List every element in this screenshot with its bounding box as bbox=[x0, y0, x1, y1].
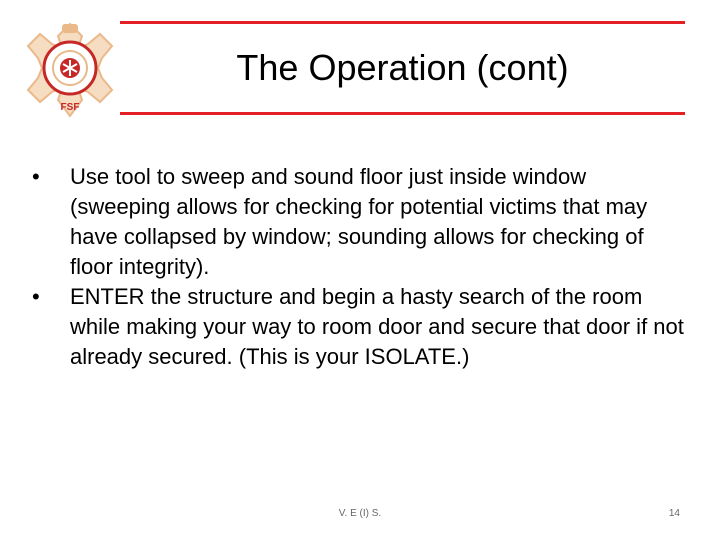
slide-body bbox=[32, 162, 692, 372]
slide-title: The Operation (cont) bbox=[236, 47, 569, 88]
logo-text: FSF bbox=[60, 102, 80, 113]
slide-number: 14 bbox=[668, 508, 680, 519]
title-bottom-rule bbox=[120, 112, 685, 115]
bullet-text: ENTER the structure and begin a hasty search of the room while making your way to room door and secure that door if not already secured. (This is your ISOLATE.) bbox=[70, 284, 684, 369]
footer-label: V. E (I) S. bbox=[338, 508, 382, 519]
bullet-text: Use tool to sweep and sound floor just inside window (sweeping allows for checking for potential victims that may have collapsed by window; sounding allows for checking of floor integrity). bbox=[70, 164, 648, 279]
bullet-item bbox=[32, 282, 692, 372]
bullet-item bbox=[32, 162, 692, 282]
bullet-marker: • bbox=[32, 164, 40, 189]
bullet-marker: • bbox=[32, 284, 40, 309]
fire-department-logo-icon bbox=[26, 22, 114, 118]
title-top-rule bbox=[120, 21, 685, 24]
